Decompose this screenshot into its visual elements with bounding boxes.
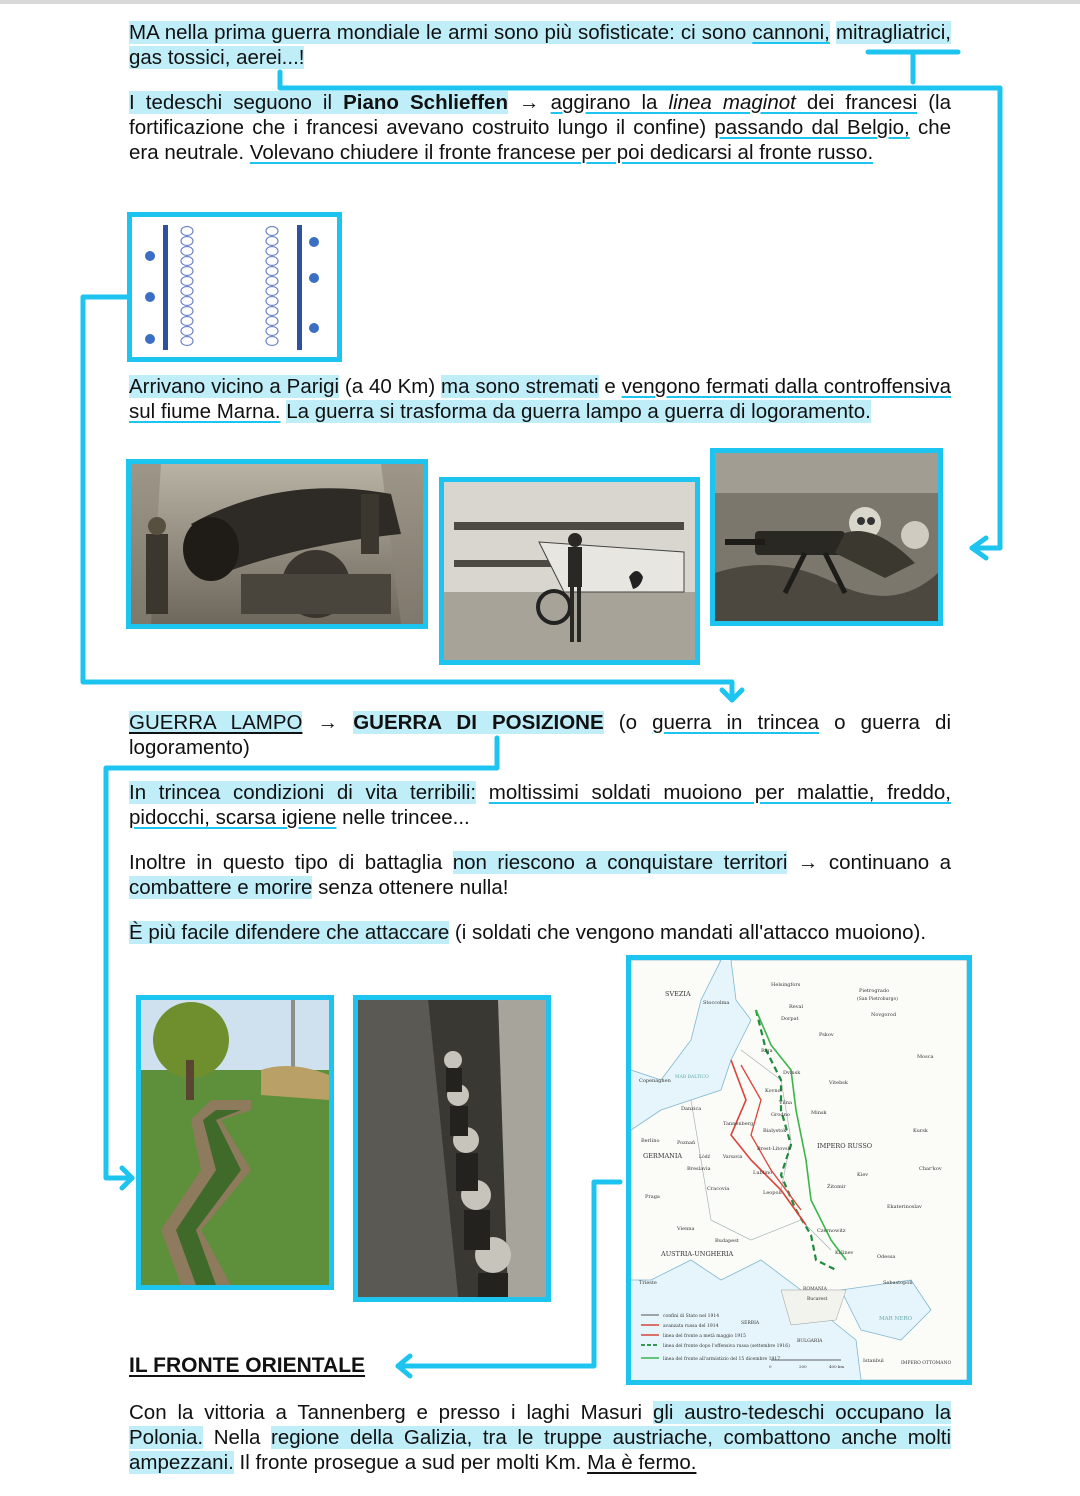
map-label-tannenberg: Tannenberg	[723, 1121, 754, 1127]
map-label-kisinev: Kišinev	[835, 1250, 854, 1256]
map-label-kiev: Kiev	[857, 1172, 869, 1178]
trench-diagram	[127, 212, 342, 362]
paragraph-eastern-front: Con la vittoria a Tannenberg e presso i laghi Masuri gli austro-tedeschi occupano la Polonia. Nella regione della Galizia, tra le truppe austriache, combattono anche molti ampezzani. Il fronte prosegue a sud per molti Km. Ma è fermo.	[129, 1401, 951, 1474]
map-label-vilna: Vilna	[779, 1100, 792, 1106]
map-label-berlino: Berlino	[641, 1138, 660, 1144]
map-label-cracovia: Cracovia	[707, 1186, 730, 1192]
map-drawing	[631, 960, 967, 1380]
top-scroll-edge	[0, 0, 1080, 4]
trench-soldiers-image	[358, 1000, 546, 1297]
map-label-bucarest: Bucarest	[807, 1297, 828, 1302]
legend-front-1916: linea del fronte dopo l'offensiva russa (settembre 1916)	[663, 1344, 790, 1349]
map-label-zitomir: Žitomir	[827, 1184, 846, 1190]
map-label-poznan: Poznań	[677, 1140, 696, 1146]
heading-eastern-front: IL FRONTE ORIENTALE	[129, 1354, 366, 1377]
map-label-brest: Brest-Litovsk	[757, 1146, 791, 1152]
map-label-riga: Riga	[761, 1048, 773, 1054]
scale-0: 0	[769, 1364, 772, 1369]
map-label-vienna: Vienna	[677, 1226, 695, 1232]
map-label-ekaterinoslav: Ekaterinoslav	[887, 1204, 922, 1210]
map-label-romania: ROMANIA	[803, 1287, 827, 1292]
map-label-impero-russo: IMPERO RUSSO	[817, 1142, 873, 1150]
map-label-kovno: Kovno	[765, 1088, 781, 1094]
map-label-bulgaria: BULGARIA	[797, 1339, 823, 1344]
map-label-mosca: Mosca	[917, 1054, 934, 1060]
photo-aviator	[439, 477, 700, 665]
map-label-minsk: Minsk	[811, 1110, 827, 1116]
map-label-czernowitz: Czernowitz	[817, 1228, 846, 1234]
map-label-bialystok: Bialystok	[763, 1128, 787, 1134]
map-label-budapest: Budapest	[715, 1238, 739, 1244]
map-label-stoccolma: Stoccolma	[703, 1000, 730, 1006]
legend-front-1917: linea del fronte all'armistizio del 15 dicembre 1917	[663, 1357, 781, 1362]
connector-arrow-head-3	[122, 1168, 132, 1188]
connector-arrow-head-4	[398, 1356, 410, 1376]
map-label-svezia: SVEZIA	[665, 990, 691, 998]
map-label-lodz: Lódź	[699, 1155, 710, 1160]
cannon-image	[131, 464, 423, 624]
map-label-praga: Praga	[645, 1194, 660, 1200]
legend-russian-advance: avanzata russa del 1914	[663, 1324, 719, 1329]
map-label-danzica: Danzica	[681, 1106, 702, 1112]
map-label-istanbul: Istanbul	[863, 1358, 884, 1364]
machine-gun-image	[715, 453, 938, 621]
scale-400: 400 km	[829, 1364, 845, 1369]
trench-landscape-image	[141, 1000, 329, 1285]
map-label-impero-ottomano: IMPERO OTTOMANO	[901, 1361, 952, 1366]
paragraph-weapons: MA nella prima guerra mondiale le armi sono più sofisticate: ci sono cannoni, mitragliatrici, gas tossici, aerei...!	[129, 21, 951, 69]
map-label-kursk: Kursk	[913, 1128, 928, 1134]
legend-borders: confini di Stato nel 1914	[663, 1314, 720, 1319]
map-label-varsavia: Varsavia	[723, 1155, 743, 1160]
paragraph-schlieffen: I tedeschi seguono il Piano Schlieffen → aggirano la linea maginot dei francesi (la fortificazione che i francesi avevano costruito lungo il confine) passando dal Belgio, che era neutrale. Volevano chiudere il fronte francese per poi dedicarsi al fronte russo.	[129, 91, 951, 164]
map-label-pskov: Pskov	[819, 1032, 834, 1038]
map-label-vitebsk: Vitebsk	[829, 1080, 848, 1086]
legend-front-1915: linea del fronte a metà maggio 1915	[663, 1334, 746, 1339]
eastern-front-map	[626, 955, 972, 1385]
aviator-image	[444, 482, 695, 660]
connector-arrow-head-2	[722, 690, 742, 700]
trench-diagram-drawing	[132, 217, 337, 357]
photo-trench-landscape	[136, 995, 334, 1290]
map-label-reval: Reval	[789, 1004, 804, 1010]
connector-arrow-head-1	[972, 538, 986, 558]
map-label-austria-ungheria: AUSTRIA-UNGHERIA	[661, 1250, 734, 1258]
map-label-sanpietroburgo: (San Pietroburgo)	[857, 997, 898, 1002]
map-label-mar-baltico: MAR BALTICO	[675, 1075, 709, 1080]
paragraph-no-territory: Inoltre in questo tipo di battaglia non riescono a conquistare territori → continuano a combattere e morire senza ottenere nulla!	[129, 851, 952, 899]
map-label-helsingfors: Helsingfors	[771, 982, 801, 988]
map-label-dorpat: Dorpat	[781, 1016, 799, 1022]
paragraph-trench-conditions: In trincea condizioni di vita terribili: moltissimi soldati muoiono per malattie, freddo, pidocchi, scarsa igiene nelle trincee...	[129, 781, 951, 829]
photo-cannon	[126, 459, 428, 629]
paragraph-marna: Arrivano vicino a Parigi (a 40 Km) ma sono stremati e vengono fermati dalla controffensiva sul fiume Marna. La guerra si trasforma da guerra lampo a guerra di logoramento.	[129, 375, 952, 423]
photo-trench-soldiers	[353, 995, 551, 1302]
map-label-breslavia: Breslavia	[687, 1166, 711, 1172]
paragraph-defense: È più facile difendere che attaccare (i soldati che vengono mandati all'attacco muoiono).	[129, 921, 927, 944]
map-label-odessa: Odessa	[877, 1254, 896, 1260]
map-label-leopoli: Leopoli	[763, 1190, 782, 1196]
map-label-mar-nero: MAR NERO	[879, 1316, 912, 1322]
map-label-novgorod: Novgorod	[871, 1012, 897, 1018]
map-label-charkov: Char'kov	[919, 1166, 942, 1172]
map-label-grodno: Grodno	[771, 1112, 790, 1118]
map-label-serbia: SERBIA	[741, 1321, 760, 1326]
paragraph-war-type: GUERRA LAMPO → GUERRA DI POSIZIONE (o guerra in trincea o guerra di logoramento)	[129, 711, 952, 759]
map-label-germania: GERMANIA	[643, 1152, 683, 1160]
map-label-dvinsk: Dvinsk	[783, 1070, 801, 1076]
map-label-lublino: Lublino	[753, 1170, 773, 1176]
photo-machine-gun	[710, 448, 943, 626]
map-label-copenaghen: Copenaghen	[639, 1078, 671, 1084]
scale-200: 200	[799, 1364, 807, 1369]
map-label-pietrogrado: Pietrogrado	[859, 988, 890, 994]
map-label-trieste: Trieste	[639, 1280, 657, 1286]
map-label-sebastopoli: Sebastopoli	[883, 1280, 913, 1286]
